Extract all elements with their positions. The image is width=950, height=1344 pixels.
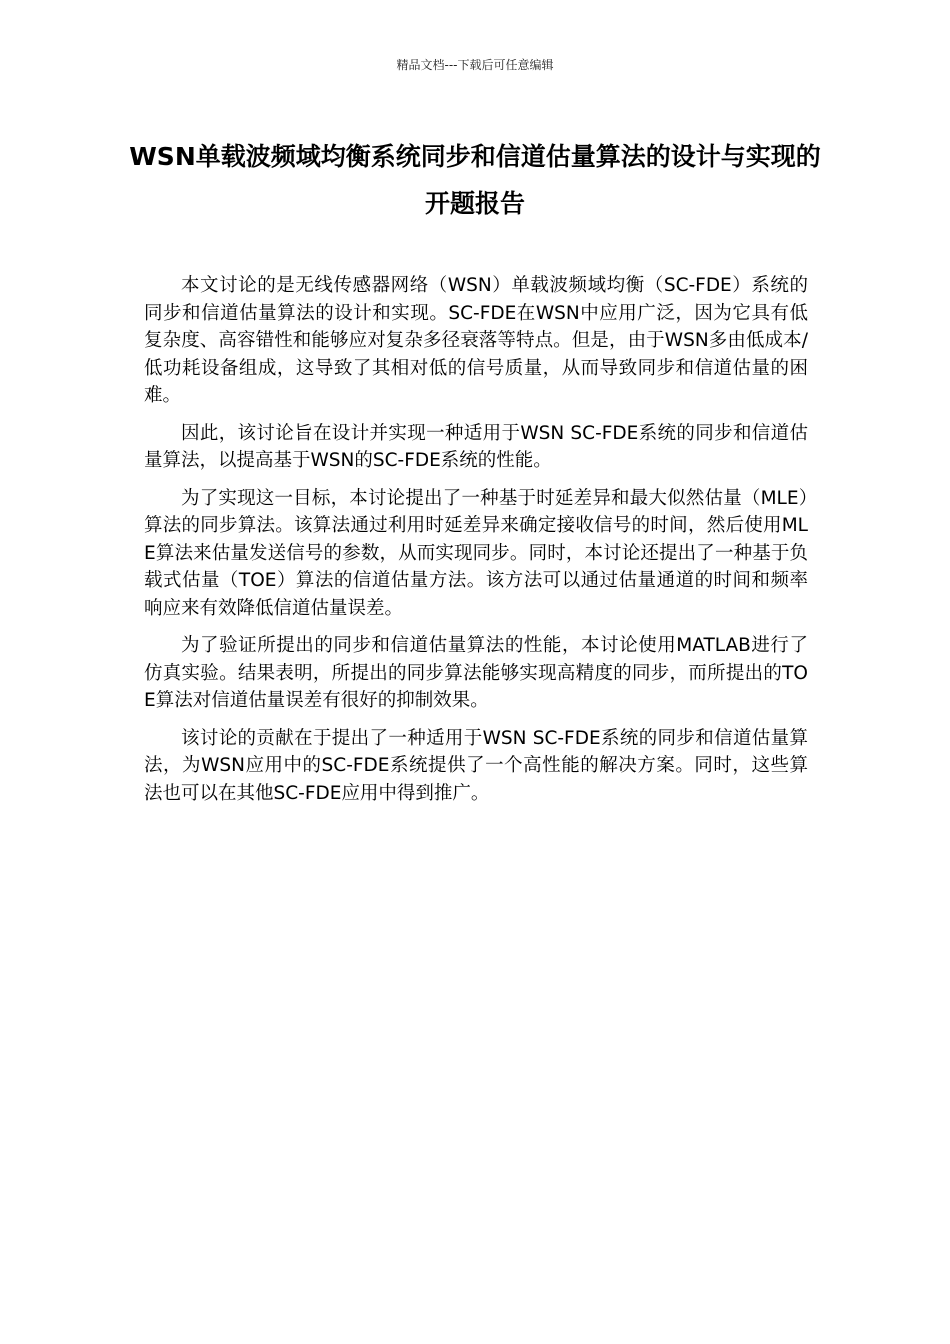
paragraph-5: 该讨论的贡献在于提出了一种适用于WSN SC-FDE系统的同步和信道估量算法，为WSN应用中的SC-FDE系统提供了一个高性能的解决方案。同时，这些算法也可以在其他SC-FDE应用中得到推广。 <box>144 727 808 804</box>
paragraph-3: 为了实现这一目标，本讨论提出了一种基于时延差异和最大似然估量（MLE）算法的同步算法。该算法通过利用时延差异来确定接收信号的时间，然后使用MLE算法来估量发送信号的参数，从而实现同步。同时，本讨论还提出了一种基于负载式估量（TOE）算法的信道估量方法。该方法可以通过估量通道的时间和频率响应来有效降低信道估量误差。 <box>144 487 808 619</box>
paragraph-4: 为了验证所提出的同步和信道估量算法的性能，本讨论使用MATLAB进行了仿真实验。结果表明，所提出的同步算法能够实现高精度的同步，而所提出的TOE算法对信道估量误差有很好的抑制效果。 <box>144 635 808 711</box>
document-title: WSN单载波频域均衡系统同步和信道估量算法的设计与实现的开题报告 <box>129 142 821 218</box>
header-note: 精品文档---下载后可任意编辑 <box>396 58 554 72</box>
paragraph-1: 本文讨论的是无线传感器网络（WSN）单载波频域均衡（SC-FDE）系统的同步和信道估量算法的设计和实现。SC-FDE在WSN中应用广泛，因为它具有低复杂度、高容错性和能够应对复杂多径衰落等特点。但是，由于WSN多由低成本/低功耗设备组成，这导致了其相对低的信号质量，从而导致同步和信道估量的困难。 <box>144 275 808 406</box>
document-body <box>144 272 808 817</box>
paragraph-2: 因此，该讨论旨在设计并实现一种适用于WSN SC-FDE系统的同步和信道估量算法，以提高基于WSN的SC-FDE系统的性能。 <box>144 422 808 471</box>
